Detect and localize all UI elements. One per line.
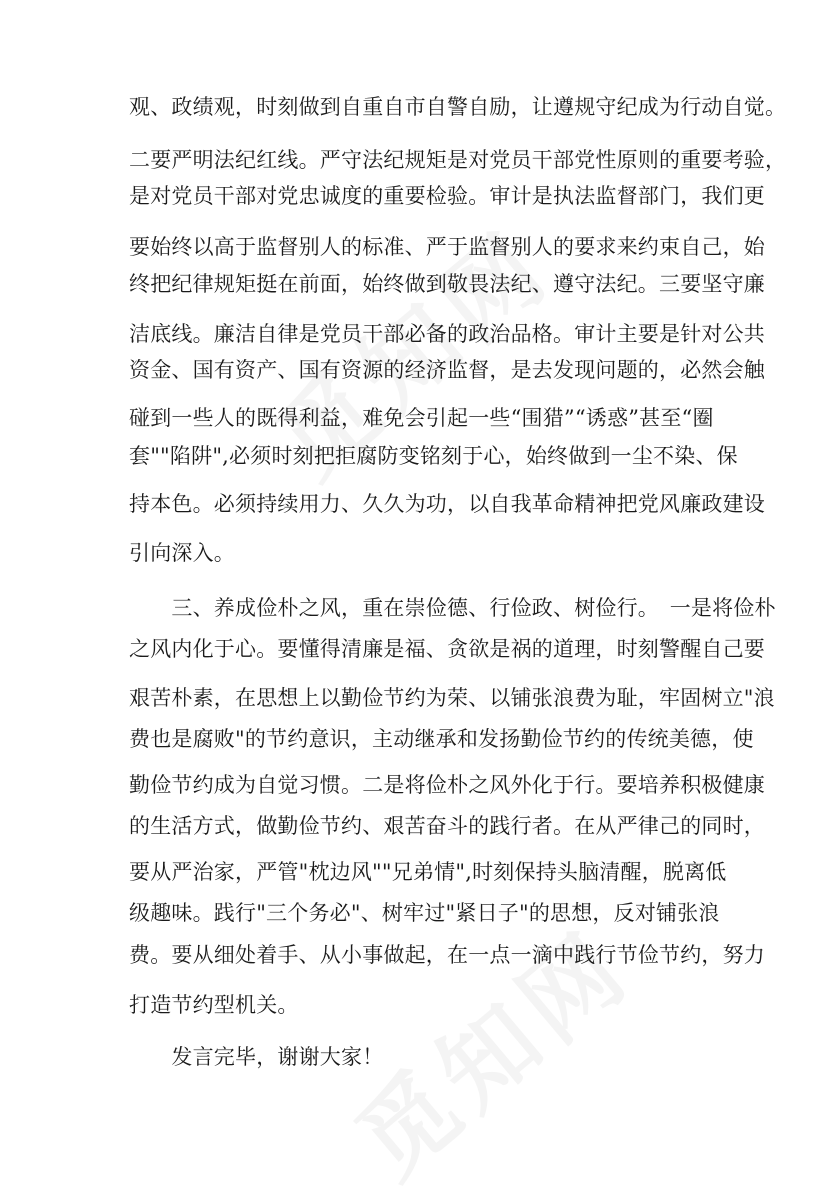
text-line: 的生活方式，做勤俭节约、艰苦奋斗的践行者。在从严律己的同时， [129, 814, 765, 838]
text-line: 资金、国有资产、国有资源的经济监督，是去发现问题的，必然会触 [129, 358, 765, 382]
text-line: 费也是腐败"的节约意识，主动继承和发扬勤俭节约的传统美德，使 [129, 727, 754, 751]
text-line: 二要严明法纪红线。严守法纪规矩是对党员干部党性原则的重要考验， [129, 148, 787, 172]
text-line: 级趣味。践行"三个务必"、树牢过"紧日子"的思想，反对铺张浪 [129, 901, 720, 925]
text-line: 观、政绩观，时刻做到自重自市自警自励，让遵规守纪成为行动自觉。 [129, 95, 787, 119]
text-line: 费。要从细处着手、从小事做起，在一点一滴中践行节俭节约，努力 [129, 943, 765, 967]
closing-line: 发言完毕，谢谢大家！ [129, 1045, 384, 1069]
text-line: 打造节约型机关。 [129, 993, 299, 1017]
text-line: 艰苦朴素，在思想上以勤俭节约为荣、以铺张浪费为耻，牢固树立"浪 [129, 686, 775, 710]
text-line: 引向深入。 [129, 541, 235, 565]
text-line: 是对党员干部对党忠诚度的重要检验。审计是执法监督部门，我们更 [129, 184, 765, 208]
text-line: 持本色。必须持续用力、久久为功，以自我革命精神把党风廉政建设 [129, 492, 765, 516]
text-line: 要从严治家，严管"枕边风""兄弟情",时刻保持头脑清醒，脱离低 [129, 860, 727, 884]
text-line: 终把纪律规矩挺在前面，始终做到敬畏法纪、遵守法纪。三要坚守廉 [129, 272, 765, 296]
text-line: 套""陷阱",必须时刻把拒腐防变铭刻于心，始终做到一尘不染、保 [129, 444, 738, 468]
text-line: 三、养成俭朴之风，重在崇俭德、行俭政、树俭行。 一是将俭朴 [129, 596, 776, 620]
text-line: 之风内化于心。要懂得清廉是福、贪欲是祸的道理，时刻警醒自己要 [129, 637, 765, 661]
text-line: 碰到一些人的既得利益，难免会引起一些“围猎”“诱惑”甚至“圈 [129, 406, 714, 430]
text-line: 要始终以高于监督别人的标准、严于监督别人的要求来约束自己，始 [129, 235, 765, 259]
text-line: 洁底线。廉洁自律是党员干部必备的政治品格。审计主要是针对公共 [129, 322, 765, 346]
text-line: 勤俭节约成为自觉习惯。二是将俭朴之风外化于行。要培养积极健康 [129, 773, 765, 797]
